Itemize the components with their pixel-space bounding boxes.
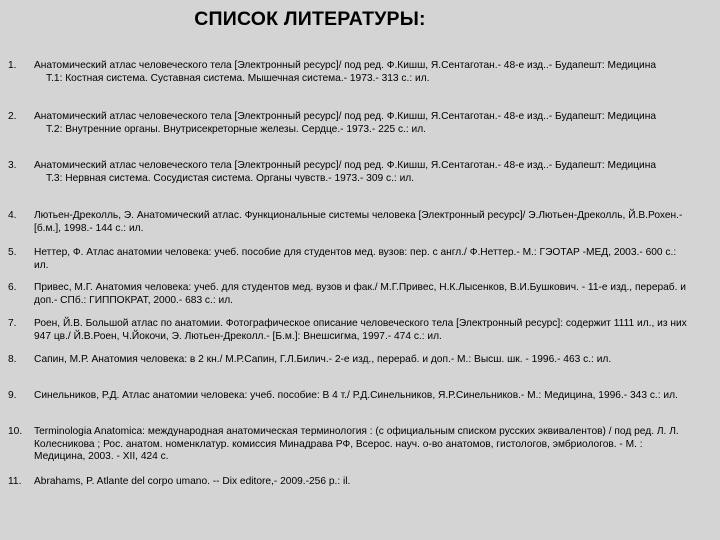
reference-text xyxy=(34,390,690,403)
reference-line: Abrahams, P. Atlante del corpo umano. -- Dix editore,- 2009.-256 p.: il. xyxy=(34,476,351,487)
reference-number: 2. xyxy=(8,111,17,122)
reference-line: Синельников, Р.Д. Атлас анатомии человека: учеб. пособие: В 4 т./ Р.Д.Синельников, Я.Р.Синельников.- М.: Медицина, 1996.- 343 с.: ил. xyxy=(34,390,678,401)
reference-text xyxy=(34,318,690,343)
reference-subline: Т.3: Нервная система. Сосудистая система. Органы чувств.- 1973.- 309 с.: ил. xyxy=(46,172,415,184)
reference-text xyxy=(34,282,690,307)
reference-subline: Т.2: Внутренние органы. Внутрисекреторные железы. Сердце.- 1973.- 225 с.: ил. xyxy=(46,123,426,135)
page-title: СПИСОК ЛИТЕРАТУРЫ: xyxy=(194,8,426,30)
reference-number: 10. xyxy=(8,426,23,437)
reference-line: Анатомический атлас человеческого тела [Электронный ресурс]/ под ред. Ф.Кишш, Я.Сентаготан.- 48-е изд..- Будапешт: Медицина xyxy=(34,60,656,71)
reference-number: 3. xyxy=(8,160,17,171)
reference-line: Лютьен-Дреколль, Э. Анатомический атлас. Функциональные системы человека [Электронный ресурс]/ Э.Лютьен-Дреколль, Й.В.Рохен.- [б.м.], 1998.- 144 с.: ил. xyxy=(34,210,683,234)
reference-number: 4. xyxy=(8,210,17,221)
reference-line: Неттер, Ф. Атлас анатомии человека: учеб. пособие для студентов мед. вузов: пер. с англ./ Ф.Неттер.- М.: ГЭОТАР -МЕД, 2003.- 600 с.: ил. xyxy=(34,247,677,271)
reference-text xyxy=(34,111,690,136)
reference-number: 5. xyxy=(8,247,17,258)
reference-number: 7. xyxy=(8,318,17,329)
reference-text xyxy=(34,247,690,272)
reference-text xyxy=(34,210,690,235)
reference-subline: Т.1: Костная система. Суставная система. Мышечная система.- 1973.- 313 с.: ил. xyxy=(46,72,430,84)
reference-line: Привес, М.Г. Анатомия человека: учеб. для студентов мед. вузов и фак./ М.Г.Привес, Н.К.Лысенков, В.И.Бушкович. - 11-е изд., перераб. и доп.- СПб.: ГИППОКРАТ, 2000.- 683 с.: ил. xyxy=(34,282,686,306)
reference-number: 1. xyxy=(8,60,17,71)
reference-number: 8. xyxy=(8,354,17,365)
reference-text xyxy=(34,476,690,489)
reference-number: 11. xyxy=(8,476,22,487)
reference-line: Роен, Й.В. Большой атлас по анатомии. Фотографическое описание человеческого тела [Электронный ресурс]: содержит 1111 ил., из них 947 цв./ Й.В.Роен, Ч.Йокочи, Э. Лютьен-Дреколл.- [Б.м.]: Внешсигма, 1997.- 474 с.: ил. xyxy=(34,318,687,342)
reference-number: 9. xyxy=(8,390,17,401)
reference-text xyxy=(34,160,690,185)
reference-line: Анатомический атлас человеческого тела [Электронный ресурс]/ под ред. Ф.Кишш, Я.Сентаготан.- 48-е изд..- Будапешт: Медицина xyxy=(34,111,656,122)
reference-line: Terminologia Anatomica: международная анатомическая терминология : (с официальным списком русских эквивалентов) / под ред. Л. Л. Колесникова ; Рос. анатом. номенклатур. комиссия Минадрава РФ, Всерос. науч. о-во анатомов, гистологов, эмбриологов. - М. : Медицина, 2003. - XII, 424 с. xyxy=(34,426,679,463)
reference-text xyxy=(34,60,690,85)
reference-number: 6. xyxy=(8,282,17,293)
reference-text xyxy=(34,354,690,367)
reference-line: Анатомический атлас человеческого тела [Электронный ресурс]/ под ред. Ф.Кишш, Я.Сентаготан.- 48-е изд..- Будапешт: Медицина xyxy=(34,160,656,171)
reference-text xyxy=(34,426,690,464)
reference-line: Сапин, М.Р. Анатомия человека: в 2 кн./ М.Р.Сапин, Г.Л.Билич.- 2-е изд., перераб. и доп.- М.: Высш. шк. - 1996.- 463 с.: ил. xyxy=(34,354,612,365)
